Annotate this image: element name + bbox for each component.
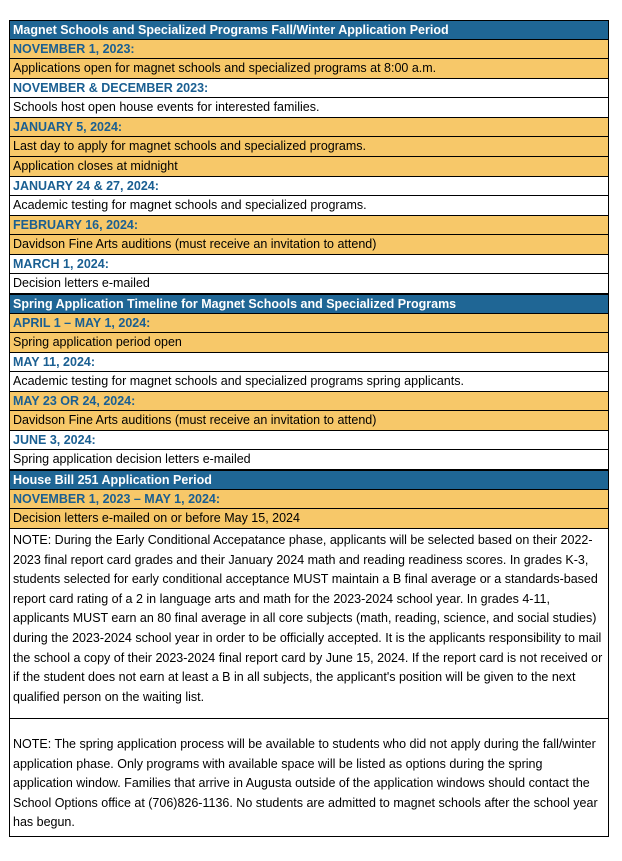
timeline-description: Academic testing for magnet schools and specialized programs spring applicants. (10, 372, 608, 392)
timeline-description: Last day to apply for magnet schools and specialized programs. (10, 137, 608, 157)
timeline-description: Schools host open house events for interested families. (10, 98, 608, 118)
application-timeline-table (9, 20, 609, 837)
section-header: Magnet Schools and Specialized Programs Fall/Winter Application Period (10, 20, 608, 40)
timeline-date: MAY 11, 2024: (10, 353, 608, 372)
timeline-description: Decision letters e-mailed (10, 274, 608, 294)
timeline-date: FEBRUARY 16, 2024: (10, 216, 608, 235)
note-text: NOTE: During the Early Conditional Accepatance phase, applicants will be selected based on their 2022-2023 final report card grades and their January 2024 math and reading readiness scores. In grades K-3, students selected for early conditional acceptance MUST maintain a B final average or a standards-based report card rating of a 2 in language arts and math for the 2023-2024 school year. In grades 4-11, applicants MUST earn an 80 final average in all core subjects (math, reading, science, and social studies) during the 2023-2024 school year in order to be officially accepted. It is the applicants responsibility to mail the school a copy of their 2023-2024 final report card by June 15, 2024. If the report card is not received or if the student does not earn at least a B in all subjects, the applicant's position will be given to the next qualified person on the waiting list. (13, 533, 603, 704)
note-block (10, 719, 608, 837)
section-header: Spring Application Timeline for Magnet Schools and Specialized Programs (10, 294, 608, 314)
timeline-date: APRIL 1 – MAY 1, 2024: (10, 314, 608, 333)
timeline-description: Davidson Fine Arts auditions (must receive an invitation to attend) (10, 411, 608, 431)
timeline-description: Decision letters e-mailed on or before May 15, 2024 (10, 509, 608, 529)
timeline-date: NOVEMBER 1, 2023 – MAY 1, 2024: (10, 490, 608, 509)
timeline-date: NOVEMBER 1, 2023: (10, 40, 608, 59)
timeline-date: JANUARY 24 & 27, 2024: (10, 177, 608, 196)
timeline-description: Spring application decision letters e-mailed (10, 450, 608, 470)
timeline-description: Spring application period open (10, 333, 608, 353)
note-text: NOTE: The spring application process will be available to students who did not apply during the fall/winter application phase. Only programs with available space will be listed as options during the spring application window. Families that arrive in Augusta outside of the application windows should contact the School Options office at (706)826-1136. No students are admitted to magnet schools after the school year has begun. (13, 737, 598, 830)
timeline-description: Application closes at midnight (10, 157, 608, 177)
timeline-description: Davidson Fine Arts auditions (must receive an invitation to attend) (10, 235, 608, 255)
timeline-date: MARCH 1, 2024: (10, 255, 608, 274)
timeline-date: JUNE 3, 2024: (10, 431, 608, 450)
note-block (10, 529, 608, 719)
timeline-description: Applications open for magnet schools and specialized programs at 8:00 a.m. (10, 59, 608, 79)
timeline-description: Academic testing for magnet schools and specialized programs. (10, 196, 608, 216)
timeline-date: JANUARY 5, 2024: (10, 118, 608, 137)
timeline-date: NOVEMBER & DECEMBER 2023: (10, 79, 608, 98)
timeline-date: MAY 23 OR 24, 2024: (10, 392, 608, 411)
section-header: House Bill 251 Application Period (10, 470, 608, 490)
